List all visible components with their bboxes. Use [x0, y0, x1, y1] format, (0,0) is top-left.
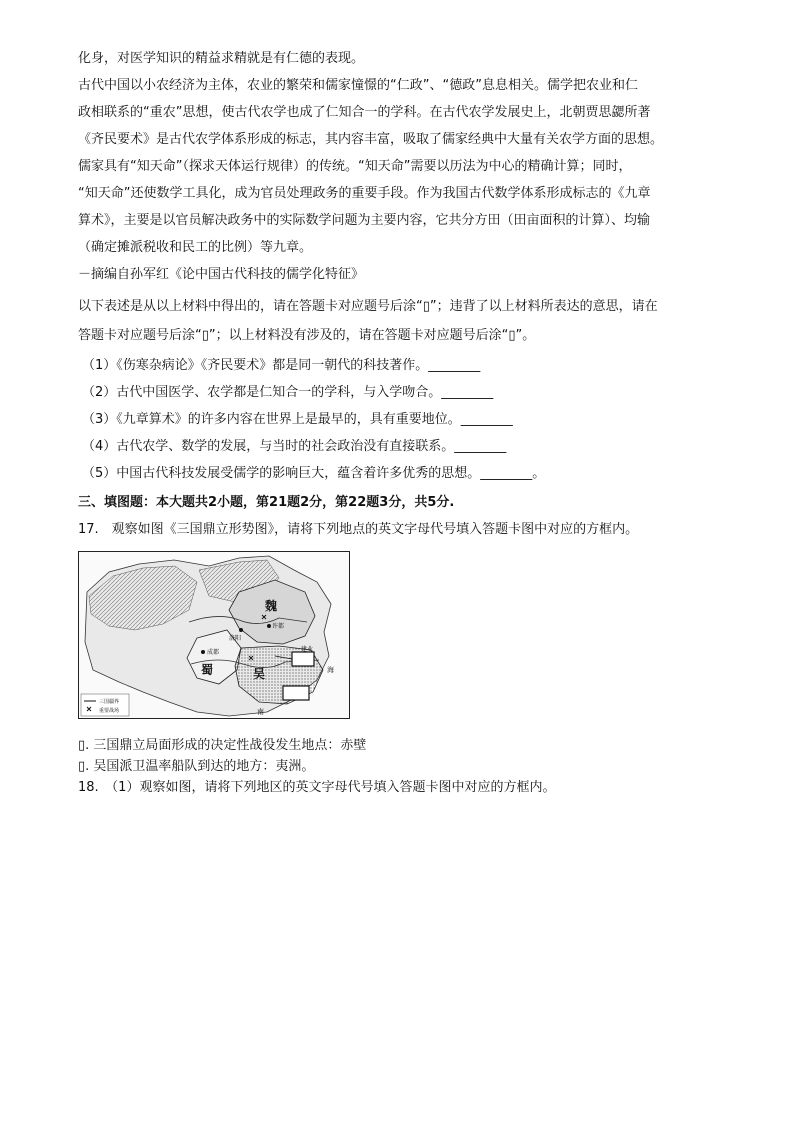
passage-line: （确定摊派税收和民工的比例）等九章。: [78, 240, 313, 255]
statement-1: （1）《伤寒杂病论》《齐民要术》都是同一朝代的科技著作。________: [82, 358, 481, 373]
statement-2: （2）古代中国医学、农学都是仁知合一的学科，与入学吻合。________: [82, 385, 494, 400]
statement-3: （3）《九章算术》的许多内容在世界上是最早的，具有重要地位。________: [82, 412, 513, 427]
chengdu-marker: [201, 650, 205, 654]
three-kingdoms-map: [78, 551, 350, 719]
instruction-line: 答题卡对应题号后涂“▯”；以上材料没有涉及的，请在答题卡对应题号后涂“▯”。: [78, 328, 536, 343]
answer-box-a: [292, 652, 314, 666]
label-jianye: 建业: [301, 646, 314, 653]
passage-line: 化身，对医学知识的精益求精就是有仁德的表现。: [78, 51, 365, 66]
luoyang-marker: [239, 628, 243, 632]
q17-item-b: ▯. 吴国派卫温率船队到达的地方：夷洲。: [78, 759, 315, 774]
q17-item-a: ▯. 三国鼎立局面形成的决定性战役发生地点：赤壁: [78, 738, 367, 753]
passage-line: 政相联系的“重农”思想，使古代农学也成了仁知合一的学科。在古代农学发展史上，北朝贾思勰所著: [78, 105, 651, 120]
answer-box-b: [283, 686, 309, 700]
label-wu: 吴: [253, 667, 266, 681]
question-18: 18. （1）观察如图，请将下列地区的英文字母代号填入答题卡图中对应的方框内。: [78, 780, 556, 795]
statement-4: （4）古代农学、数学的发展，与当时的社会政治没有直接联系。________: [82, 439, 507, 454]
label-xudu: 许都: [272, 623, 285, 630]
label-shu: 蜀: [201, 663, 214, 677]
xudu-marker: [267, 624, 271, 628]
passage-line: 古代中国以小农经济为主体，农业的繁荣和儒家憧憬的“仁政”、“德政”息息相关。儒学把农业和仁: [78, 78, 638, 93]
question-17: 17. 观察如图《三国鼎立形势图》，请将下列地点的英文字母代号填入答题卡图中对应的方框内。: [78, 522, 639, 537]
passage-line: 《齐民要术》是古代农学体系形成的标志，其内容丰富，吸取了儒家经典中大量有关农学方面的思想。: [78, 132, 664, 147]
label-south-sea: 南: [257, 708, 264, 716]
label-sea: 海: [327, 666, 334, 674]
source-citation: －摘编自孙军红《论中国古代科技的儒学化特征》: [78, 267, 365, 282]
legend-label-border: 三国疆界: [99, 699, 120, 705]
section-heading: 三、填图题：本大题共2小题，第21题2分，第22题3分，共5分.: [78, 495, 455, 510]
passage-line: 算术》，主要是以官员解决政务中的实际数学问题为主要内容，它共分方田（田亩面积的计算）、均输: [78, 213, 651, 228]
map-svg: [79, 552, 349, 718]
statement-5: （5）中国古代科技发展受儒学的影响巨大，蕴含着许多优秀的思想。________。: [82, 466, 546, 481]
label-chengdu: 成都: [207, 649, 220, 656]
instruction-line: 以下表述是从以上材料中得出的，请在答题卡对应题号后涂“▯”；违背了以上材料所表达的意思，请在: [78, 299, 658, 314]
label-wei: 魏: [265, 599, 278, 613]
legend-label-battle: 重要战场: [99, 708, 120, 714]
passage-line: “知天命”还使数学工具化，成为官员处理政务的重要手段。作为我国古代数学体系形成标志的《九章: [78, 186, 651, 201]
passage-line: 儒家具有“知天命”（探求天体运行规律）的传统。“知天命”需要以历法为中心的精确计算；同时，: [78, 159, 632, 174]
label-luoyang: 洛阳: [229, 635, 242, 642]
